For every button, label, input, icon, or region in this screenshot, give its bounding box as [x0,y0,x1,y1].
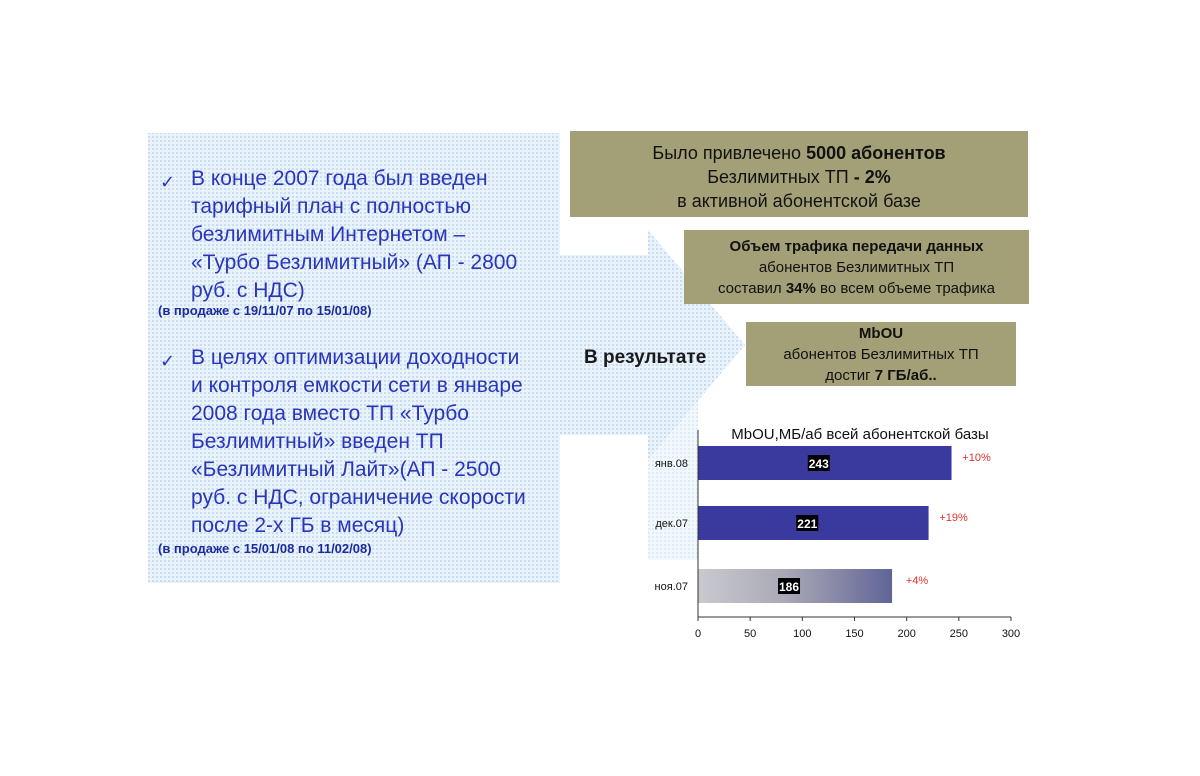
box2-line3-pre: составил [718,280,786,297]
x-tick-label: 250 [949,628,969,640]
bullet-line: 2008 года вместо ТП «Турбо [191,402,469,425]
x-tick-label: 100 [793,628,812,640]
box3-line3-bold: 7 ГБ/аб.. [874,367,937,384]
bullet-line: и контроля емкости сети в январе [191,374,523,397]
x-tick-label: 150 [845,628,864,640]
box1-bold: 5000 абонентов [806,143,946,163]
box2-line1: Объем трафика передачи данных [729,238,984,255]
x-tick-label: 0 [694,628,702,640]
category-label: ноя.07 [654,581,688,593]
category-label: дек.07 [655,518,688,530]
bullet-line: «Безлимитный Лайт»(АП - 2500 [191,458,501,481]
data-label: 221 [797,517,818,531]
check-icon: ✓ [160,172,176,192]
box3-line1: MbOU [858,325,904,342]
bullet-line: руб. с НДС) [191,279,305,302]
box3-line2: абонентов Безлимитных ТП [783,346,979,363]
bullet-line: Безлимитный» введен ТП [191,430,444,453]
growth-label: +4% [905,575,929,587]
data-label: 243 [808,457,829,471]
box1-line2-bold: - 2% [853,167,891,187]
box2-line3-bold: 34% [785,280,816,297]
sale-period-note: (в продаже с 15/01/08 по 11/02/08) [158,541,372,556]
bullet-line: тарифный план с полностью [191,195,472,218]
bullet-line: после 2-х ГБ в месяц) [191,514,405,537]
x-tick-label: 200 [897,628,916,640]
chart-title: MbOU,МБ/аб всей абонентской базы [731,426,989,443]
category-label: янв.08 [654,458,688,470]
result-label: В результате [584,347,707,368]
bullet-line: В конце 2007 года был введен [191,167,488,190]
growth-label: +10% [962,452,991,464]
bullet-line: безлимитным Интернетом – [191,223,466,246]
check-icon: ✓ [160,351,176,371]
growth-label: +19% [939,512,968,524]
box2-line3-post: во всем объеме трафика [815,280,995,297]
data-label: 186 [779,580,800,594]
box1-line3: в активной абонентской базе [677,191,921,211]
box1-line2: Безлимитных ТП [707,167,854,187]
sale-period-note: (в продаже с 19/11/07 по 15/01/08) [158,303,372,318]
bullet-line: «Турбо Безлимитный» (АП - 2800 [191,251,518,274]
bullet-line: руб. с НДС, ограничение скорости [191,486,526,509]
box1-text: Было привлечено [652,143,807,163]
box2-line2: абонентов Безлимитных ТП [758,259,955,276]
x-tick-label: 300 [1001,628,1021,640]
bullet-line: В целях оптимизации доходности [191,346,520,369]
x-tick-label: 50 [744,628,757,640]
box3-line3-pre: достиг [825,367,875,384]
